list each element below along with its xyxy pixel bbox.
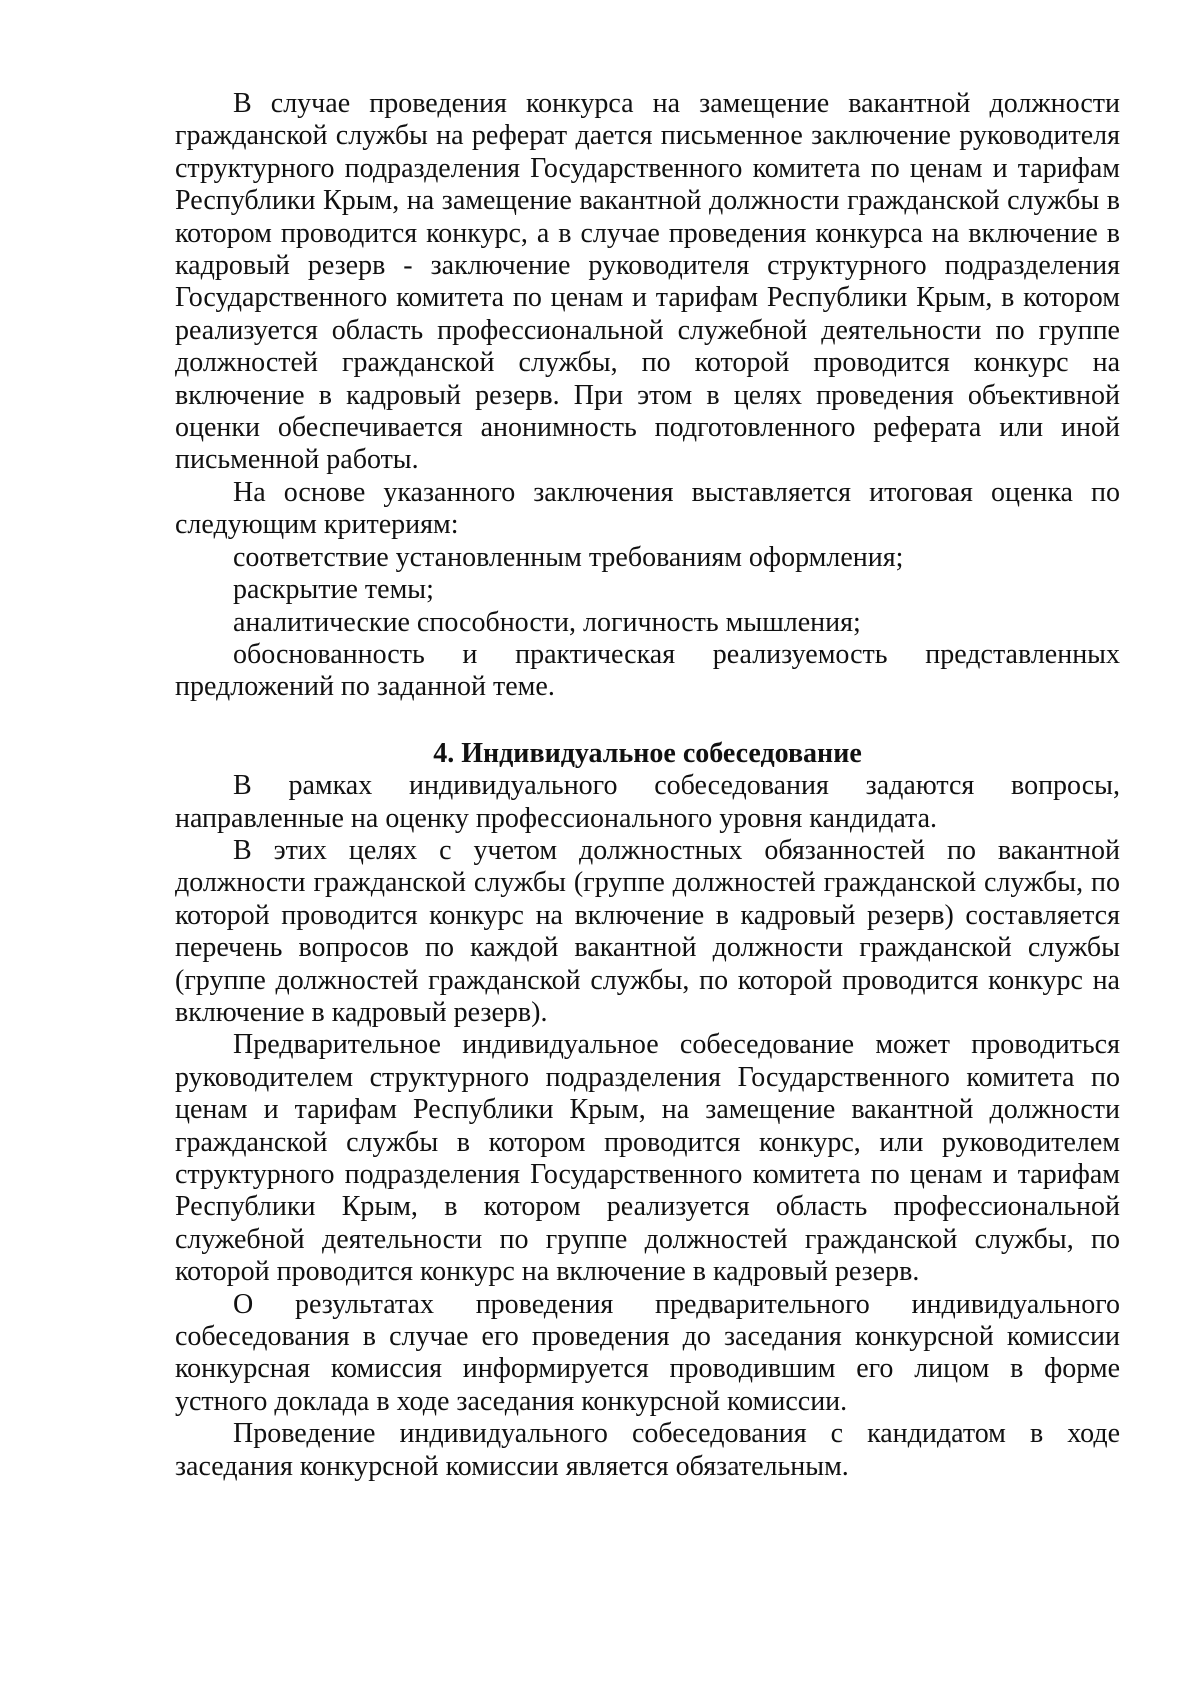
section-heading-interview: 4. Индивидуальное собеседование bbox=[433, 737, 862, 769]
paragraph-interview-questions: В рамках индивидуального собеседования задаются вопросы, направленные на оценку профессионального уровня кандидата. bbox=[175, 770, 1120, 834]
paragraph-interview-mandatory: Проведение индивидуального собеседования с кандидатом в ходе заседания конкурсной комиссии является обязательным. bbox=[175, 1418, 1120, 1482]
paragraph-essay-conclusion: В случае проведения конкурса на замещение вакантной должности гражданской службы на реферат дается письменное заключение руководителя структурного подразделения Государственного комитета по ценам и тарифам Республики Крым, на замещение вакантной должности гражданской службы в котором проводится конкурс, а в случае проведения конкурса на включение в кадровый резерв - заключение руководителя структурного подразделения Государственного комитета по ценам и тарифам Республики Крым, в котором реализуется область профессиональной служебной деятельности по группе должностей гражданской службы, по которой проводится конкурс на включение в кадровый резерв. При этом в целях проведения объективной оценки обеспечивается анонимность подготовленного реферата или иной письменной работы. bbox=[175, 88, 1120, 476]
paragraph-assessment-criteria-intro: На основе указанного заключения выставляется итоговая оценка по следующим критериям: bbox=[175, 476, 1120, 541]
paragraph-interview-results: О результатах проведения предварительного индивидуального собеседования в случае его проведения до заседания конкурсной комиссии конкурсная комиссия информируется проводившим его лицом в форме устного доклада в ходе заседания конкурсной комиссии. bbox=[175, 1288, 1120, 1417]
paragraph-preliminary-interview: Предварительное индивидуальное собеседование может проводиться руководителем структурного подразделения Государственного комитета по ценам и тарифам Республики Крым, на замещение вакантной должности гражданской службы в котором проводится конкурс, или руководителем структурного подразделения Государственного комитета по ценам и тарифам Республики Крым, в котором реализуется область профессиональной служебной деятельности по группе должностей гражданской службы, по которой проводится конкурс на включение в кадровый резерв. bbox=[175, 1029, 1120, 1288]
criterion-topic-disclosure: раскрытие темы; bbox=[233, 574, 434, 606]
criterion-formatting: соответствие установленным требованиям оформления; bbox=[233, 541, 904, 573]
criterion-analytical-ability: аналитические способности, логичность мышления; bbox=[233, 606, 861, 638]
document-page bbox=[175, 88, 1120, 1483]
criterion-feasibility: обоснованность и практическая реализуемость представленных предложений по заданной теме. bbox=[175, 638, 1120, 703]
paragraph-question-list: В этих целях с учетом должностных обязанностей по вакантной должности гражданской службы (группе должностей гражданской службы, по которой проводится конкурс на включение в кадровый резерв) составляется перечень вопросов по каждой вакантной должности гражданской службы (группе должностей гражданской службы, по которой проводится конкурс на включение в кадровый резерв). bbox=[175, 834, 1120, 1028]
